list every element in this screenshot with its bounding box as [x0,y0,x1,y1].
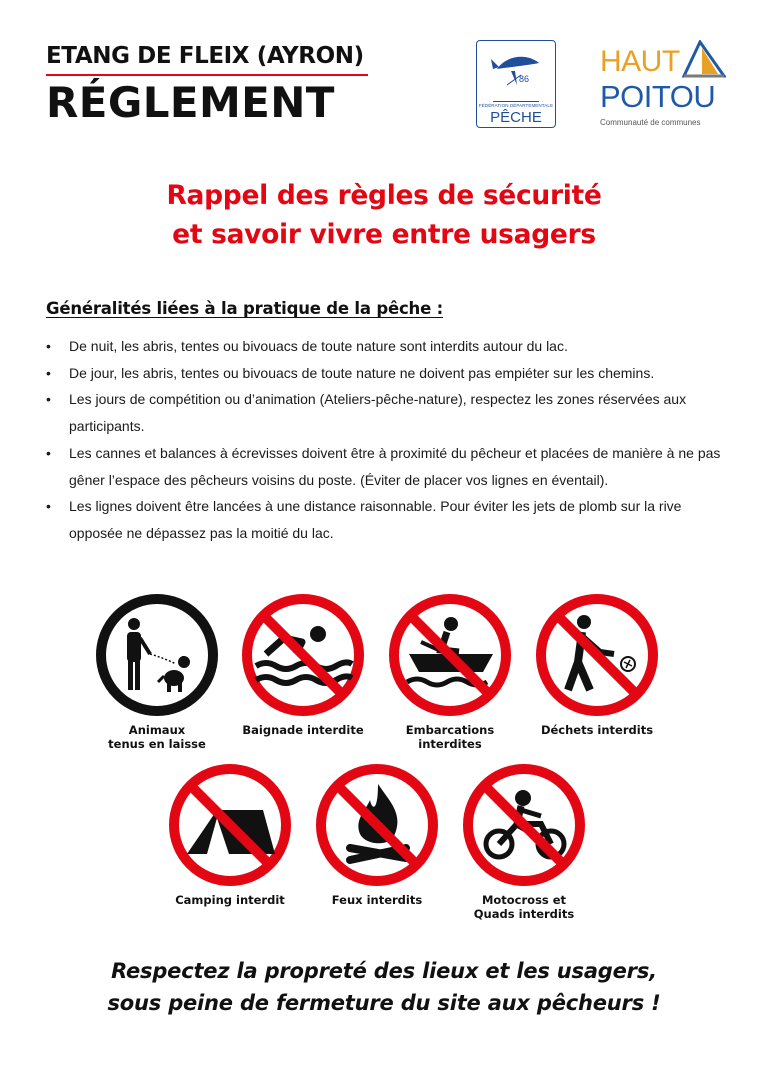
rules-list [46,333,736,547]
logo-haut: HAUT [600,45,680,78]
bullet: • [46,364,51,381]
site-name: ETANG DE FLEIX (AYRON) [46,43,364,69]
rule-text: Les lignes doivent être lancées à une distance raisonnable. Pour éviter les jets de plomb sur la rive opposée ne dépassez pas la moitié du lac. [69,498,682,541]
dog-on-leash-icon [94,592,220,718]
sign-label: Déchets interdits [540,723,654,737]
section-heading: Généralités liées à la pratique de la pêche : [46,299,444,318]
rule-item [46,440,736,493]
sign-label: Camping interdit [175,893,285,907]
peche-federation-logo [476,40,556,128]
logo-poitou: POITOU [600,79,716,114]
logo-federation: FÉDÉRATION DÉPARTEMENTALE [478,103,554,108]
bullet: • [46,391,51,408]
document-type: RÉGLEMENT [46,78,335,127]
logo-word: PÊCHE [490,109,542,126]
sign-label: Baignade interdite [242,723,364,737]
header-block [46,42,368,128]
rule-text: Les jours de compétition ou d’animation (Ateliers-pêche-nature), respectez les zones réservées aux participants. [69,391,687,435]
rule-item [46,386,736,439]
logo-divider [493,101,539,102]
rule-text: Les cannes et balances à écrevisses doivent être à proximité du pêcheur et placées de manière à ne pas gêner l’espace des pêcheurs voisins du poste. (Éviter de placer vos lignes en éventail). [69,444,721,488]
rule-item [46,360,736,387]
sign-no-fire [312,762,442,907]
sign-no-camping [165,762,295,907]
tent-icon [167,762,293,888]
rule-text: De jour, les abris, tentes ou bivouacs de toute nature ne doivent pas empiéter sur les chemins. [69,364,655,381]
sign-label: Embarcations interdites [405,723,495,751]
sign-label: Motocross et Quads interdits [473,893,575,921]
sign-no-boats [385,592,515,751]
rule-text: De nuit, les abris, tentes ou bivouacs de toute nature sont interdits autour du lac. [69,338,568,354]
logo-number: 86 [519,74,530,84]
rule-item [46,333,736,360]
bullet: • [46,444,51,461]
haut-poitou-logo [598,40,728,132]
bullet: • [46,498,51,515]
title-line-1: Rappel des règles de sécurité [166,180,602,211]
sign-no-motocross [459,762,589,921]
fish-icon [477,41,555,101]
footer-line-1: Respectez la propreté des lieux et les usagers, [111,959,657,983]
sign-animals-leash [92,592,222,751]
footer-line-2: sous peine de fermeture du site aux pêcheurs ! [107,991,661,1015]
sign-no-littering [532,592,662,737]
bullet: • [46,338,51,354]
sign-no-swimming [238,592,368,737]
littering-person-icon [534,592,660,718]
logo-subtitle: Communauté de communes [600,118,701,127]
sail-icon [678,40,726,84]
swimmer-icon [240,592,366,718]
motorbike-icon [461,762,587,888]
sign-label: Animaux tenus en laisse [108,723,206,751]
campfire-icon [314,762,440,888]
rule-item [46,493,736,546]
rowing-boat-icon [387,592,513,718]
title-line-2: et savoir vivre entre usagers [172,219,596,250]
title-divider [46,74,368,76]
sign-label: Feux interdits [331,893,423,907]
